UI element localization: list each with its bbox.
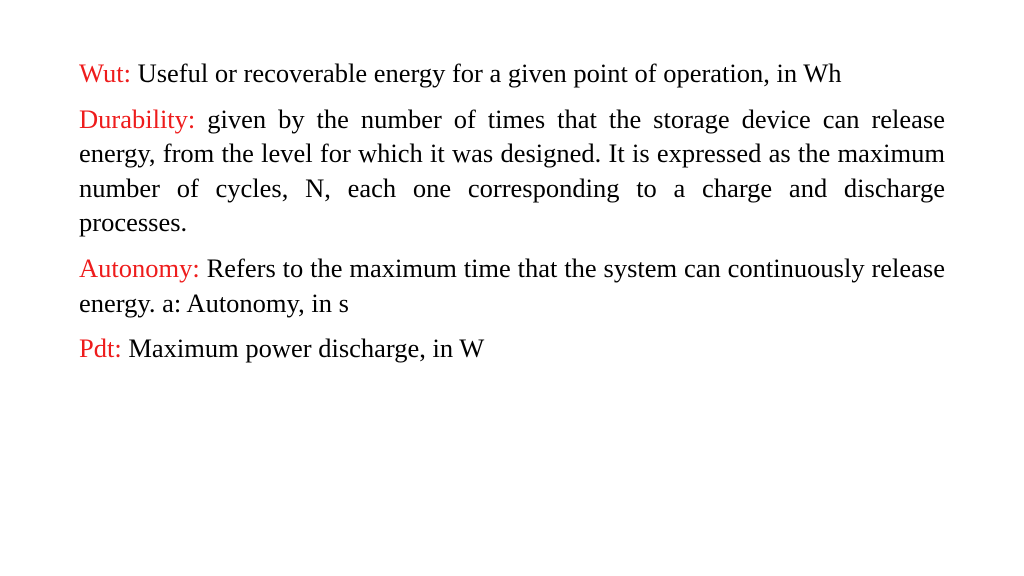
definition-text: given by the number of times that the storage device can release energy, from the level for which it was designed. It is expressed as the maximum number of cycles, N, each one corresponding to a charge and discharge processes. xyxy=(79,103,945,238)
definition-term: Durability: xyxy=(79,103,196,134)
definition-text: Maximum power discharge, in W xyxy=(128,333,485,364)
definition-autonomy xyxy=(79,251,945,320)
definitions-list xyxy=(79,56,945,377)
definition-term: Wut: xyxy=(79,58,131,88)
definition-text: Refers to the maximum time that the system can continuously release energy. a: Autonomy, in s xyxy=(79,252,945,318)
definition-term: Pdt: xyxy=(79,333,122,364)
definition-term: Autonomy: xyxy=(79,252,200,283)
definition-durability xyxy=(79,102,945,240)
definition-wut xyxy=(79,56,945,91)
definition-text: Useful or recoverable energy for a given point of operation, in Wh xyxy=(137,58,842,88)
definition-pdt xyxy=(79,331,945,366)
